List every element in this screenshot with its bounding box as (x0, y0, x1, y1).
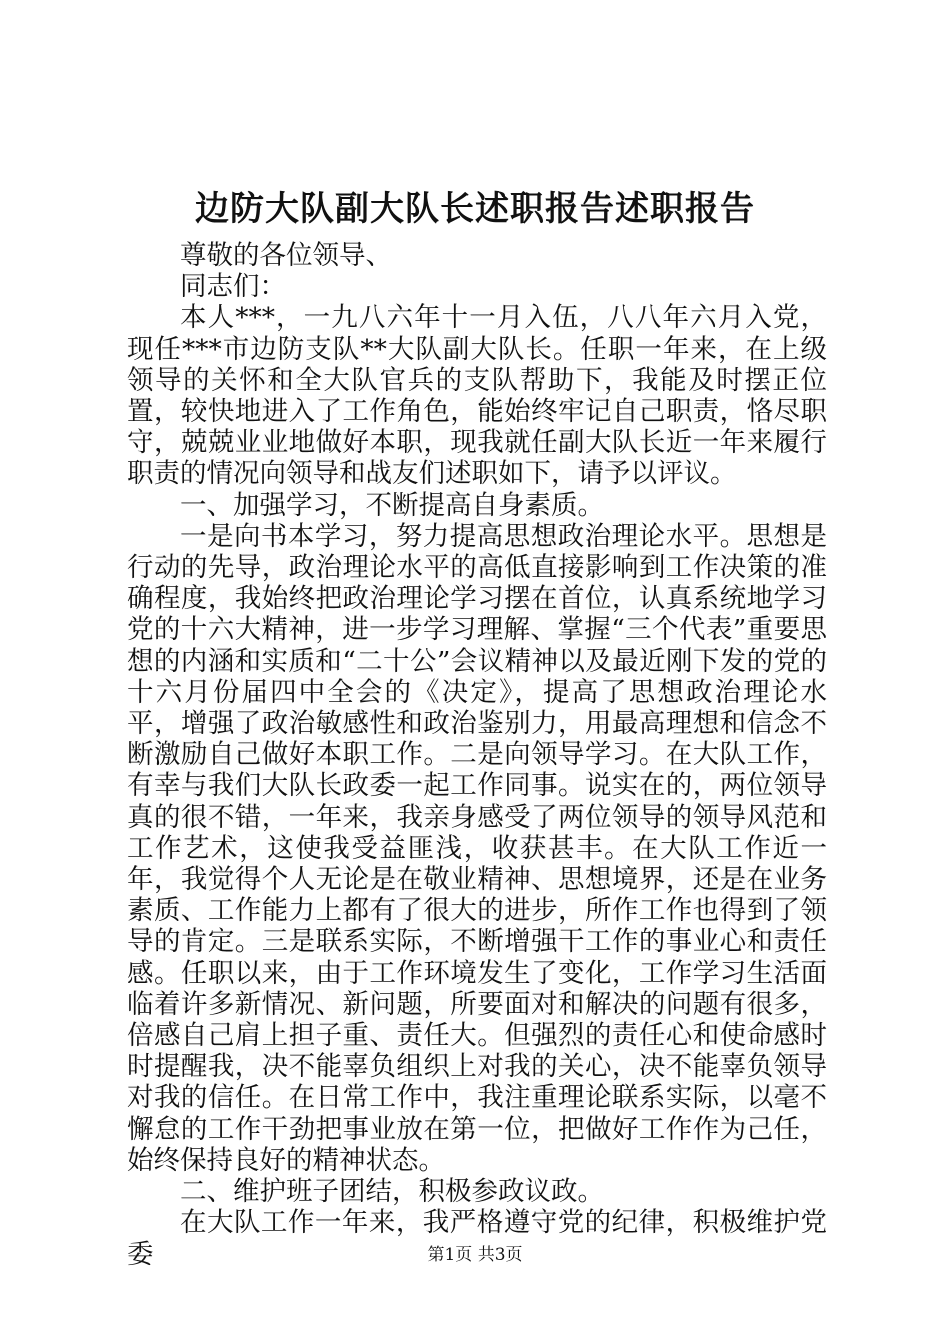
salutation-line-2: 同志们： (180, 271, 286, 303)
page-number-footer: 第1页 共3页 (427, 1245, 523, 1265)
salutation-line-1: 尊敬的各位领导、 (180, 240, 392, 271)
section-heading-1: 一、加强学习，不断提高自身素质。 (180, 489, 604, 521)
document-body (127, 240, 827, 1270)
paragraph-study: 一是向书本学习，努力提高思想政治理论水平。思想是行动的先导，政治理论水平的高低直接影响到工作决策的准确程度，我始终把政治理论学习摆在首位，认真系统地学习党的十六大精神，进一步学习理解、掌握“三个代表”重要思想的内涵和实质和“二十公”会议精神以及最近刚下发的党的十六月份届四中全会的《决定》，提高了思想政治理论水平，增强了政治敏感性和政治鉴别力，用最高理想和信念不断激励自己做好本职工作。二是向领导学习。在大队工作，有幸与我们大队长政委一起工作同事。说实在的，两位领导真的很不错，一年来，我亲身感受了两位领导的领导风范和工作艺术，这使我受益匪浅，收获甚丰。在大队工作近一年，我觉得个人无论是在敬业精神、思想境界，还是在业务素质、工作能力上都有了很大的进步，所作工作也得到了领导的肯定。三是联系实际，不断增强干工作的事业心和责任感。任职以来，由于工作环境发生了变化，工作学习生活面临着许多新情况、新问题，所要面对和解决的问题有很多，倍感自己肩上担子重、责任大。但强烈的责任心和使命感时时提醒我，决不能辜负组织上对我的关心，决不能辜负领导对我的信任。在日常工作中，我注重理论联系实际，以毫不懈怠的工作干劲把事业放在第一位，把做好工作作为己任，始终保持良好的精神状态。 (127, 520, 827, 1176)
section-heading-2: 二、维护班子团结，积极参政议政。 (180, 1176, 604, 1208)
document-title: 边防大队副大队长述职报告述职报告 (195, 189, 755, 229)
paragraph-unity: 在大队工作一年来，我严格遵守党的纪律，积极维护党委 (127, 1207, 827, 1270)
paragraph-intro: 本人***，一九八六年十一月入伍，八八年六月入党，现任***市边防支队**大队副大队长。任职一年来，在上级领导的关怀和全大队官兵的支队帮助下，我能及时摆正位置，较快地进入了工作角色，能始终牢记自己职责，恪尽职守，兢兢业业地做好本职，现我就任副大队长近一年来履行职责的情况向领导和战友们述职如下，请予以评议。 (127, 302, 827, 490)
